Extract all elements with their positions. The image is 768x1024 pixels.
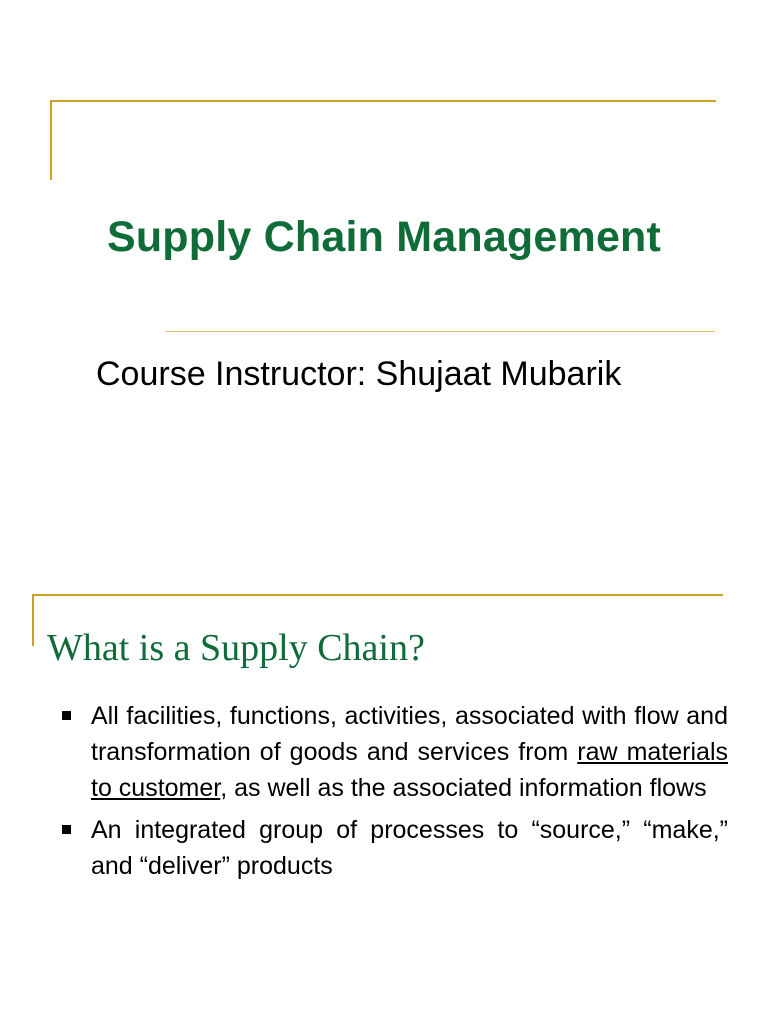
square-bullet-icon (62, 825, 71, 834)
underlined-phrase: raw materials to customer (91, 738, 728, 802)
bullet-text: All facilities, functions, activities, associated with flow and transformation of goods and services from (91, 702, 728, 766)
bullet-item-facilities (62, 698, 728, 806)
slide-heading: What is a Supply Chain? (47, 627, 425, 669)
top-border-line (32, 594, 723, 596)
bullet-text-continued: , as well as the associated information flows (220, 774, 707, 802)
left-border-line (50, 100, 52, 180)
square-bullet-icon (62, 711, 71, 720)
bullet-item-processes (62, 812, 728, 884)
definition-slide (0, 560, 768, 1024)
top-border-line (50, 100, 716, 102)
course-instructor-subtitle: Course Instructor: Shujaat Mubarik (96, 355, 622, 393)
slide-title: Supply Chain Management (106, 213, 662, 261)
bullet-list (62, 698, 728, 890)
bullet-text: An integrated group of processes to “source,” “make,” and “deliver” products (91, 816, 728, 880)
left-border-line (32, 594, 34, 646)
title-divider-line (166, 331, 715, 332)
